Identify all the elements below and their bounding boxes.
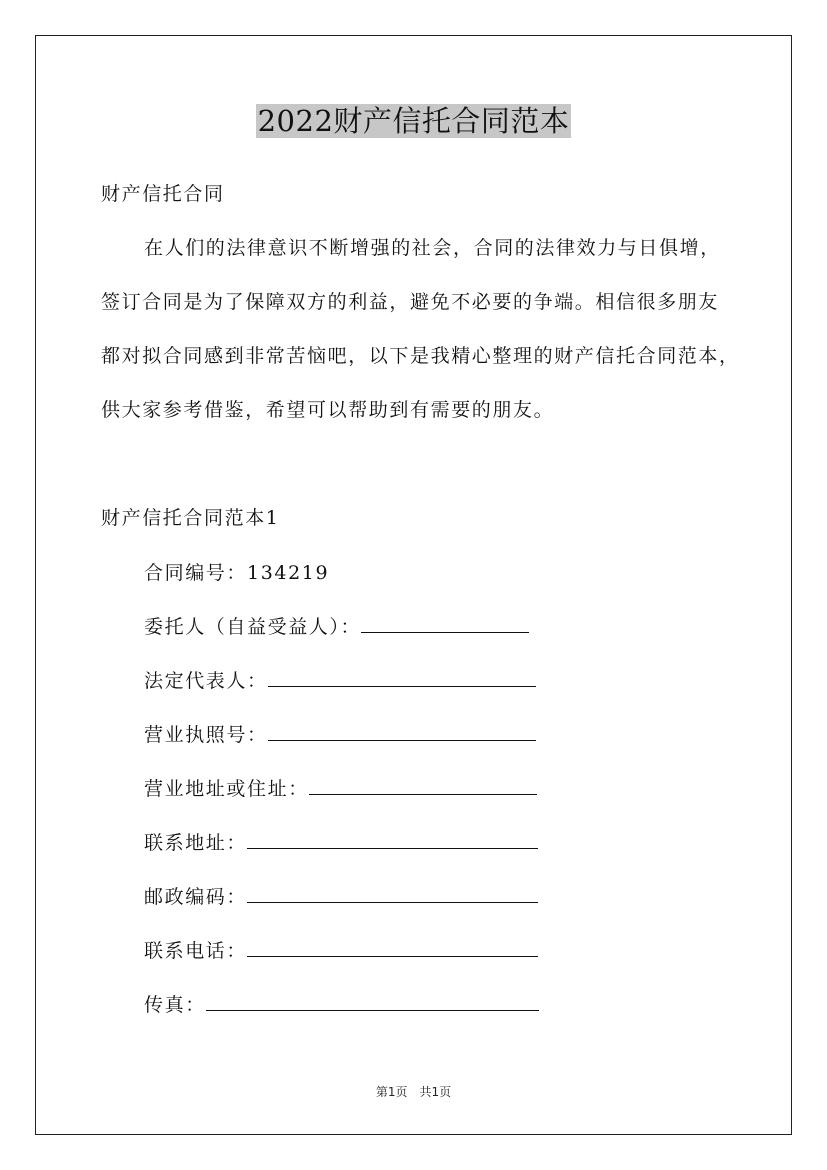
fill-in-blank xyxy=(247,830,538,849)
field-fax xyxy=(144,992,539,1018)
page-footer xyxy=(0,1084,827,1100)
field-business-license xyxy=(144,722,536,748)
intro-line-1: 在人们的法律意识不断增强的社会，合同的法律效力与日俱增， xyxy=(144,237,721,259)
fill-in-blank xyxy=(206,992,539,1011)
fill-in-blank xyxy=(309,776,537,795)
field-label: 邮政编码： xyxy=(144,886,248,908)
field-label: 联系电话： xyxy=(144,940,248,962)
field-business-address xyxy=(144,776,537,802)
field-phone xyxy=(144,938,538,964)
field-label: 传真： xyxy=(144,994,206,1016)
fill-in-blank xyxy=(268,668,536,687)
field-postal-code xyxy=(144,884,538,910)
field-legal-representative xyxy=(144,668,536,694)
field-label: 联系地址： xyxy=(144,832,248,854)
document-title: 2022财产信托合同范本 xyxy=(257,104,570,138)
field-label: 营业执照号： xyxy=(144,724,268,746)
fill-in-blank xyxy=(247,884,538,903)
intro-line-2: 签订合同是为了保障双方的利益，避免不必要的争端。相信很多朋友 xyxy=(101,291,720,313)
intro-line-3: 都对拟合同感到非常苦恼吧，以下是我精心整理的财产信托合同范本， xyxy=(101,345,740,367)
contract-number: 合同编号：134219 xyxy=(144,562,330,584)
fill-in-blank xyxy=(247,938,538,957)
page-number: 第1页 xyxy=(375,1085,408,1099)
page-total: 共1页 xyxy=(419,1085,452,1099)
field-label: 营业地址或住址： xyxy=(144,778,309,800)
fill-in-blank xyxy=(268,722,536,741)
field-contact-address xyxy=(144,830,538,856)
field-label: 委托人（自益受益人）： xyxy=(144,616,362,638)
sample-heading: 财产信托合同范本1 xyxy=(101,507,280,529)
field-label: 法定代表人： xyxy=(144,670,268,692)
section-heading: 财产信托合同 xyxy=(101,183,225,205)
fill-in-blank xyxy=(361,614,529,633)
intro-line-4: 供大家参考借鉴，希望可以帮助到有需要的朋友。 xyxy=(101,399,555,421)
field-trustor xyxy=(144,614,529,640)
document-title-wrapper xyxy=(0,101,827,141)
